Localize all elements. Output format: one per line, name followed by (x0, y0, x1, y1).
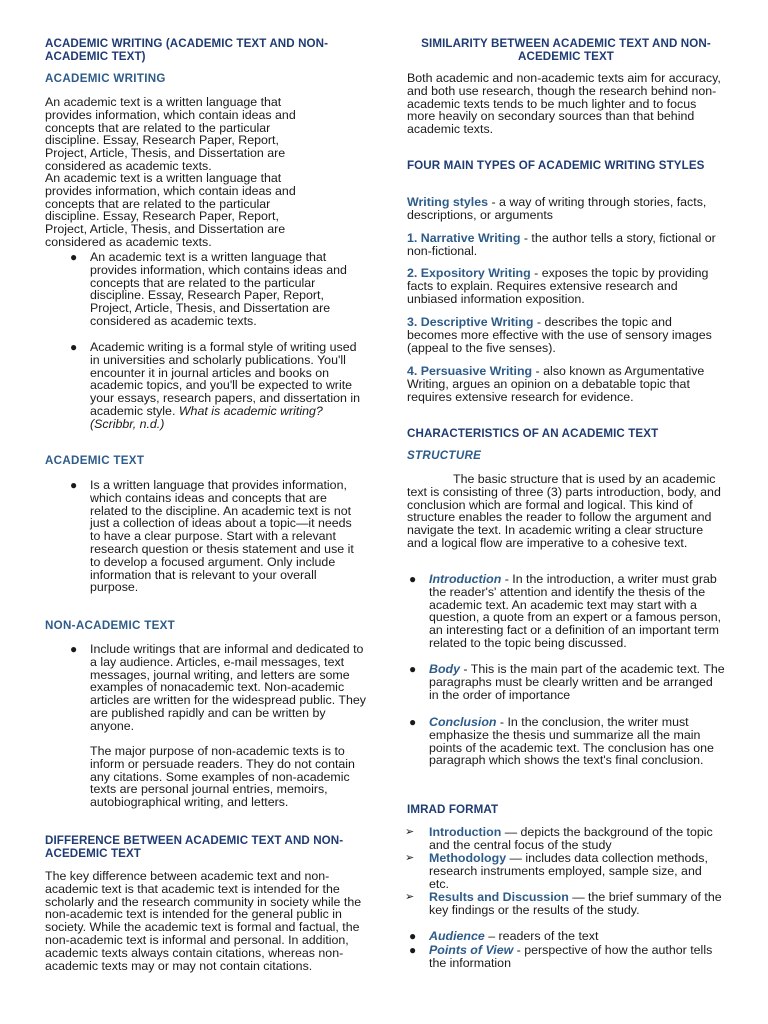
bullet-icon: ● (409, 662, 417, 676)
similarity-heading: SIMILARITY BETWEEN ACADEMIC TEXT AND NON-ACEDEMIC TEXT (421, 37, 711, 63)
list-item (409, 929, 725, 943)
part-term: Body (429, 662, 460, 676)
bullet-icon: ● (409, 943, 417, 957)
list-item (405, 825, 725, 852)
imrad-text: — includes data collection methods, research instruments employed, sample size, and etc. (429, 851, 708, 891)
part-text: - In the introduction, a writer must grab the reader's' attention and identify the thesis of the academic text. An academic text may start with a question, a quote from an expert or a famous person, an interesting fact or a definition of an important term related to the topic being discussed. (429, 572, 722, 650)
list-item (407, 267, 723, 305)
list-item (70, 478, 364, 595)
part-term: Introduction (429, 572, 502, 586)
bullet-icon: ● (70, 478, 78, 492)
non-academic-text-heading: NON-ACADEMIC TEXT (45, 619, 176, 632)
style-text: - also known as Argumentative Writing, argues an opinion on a debatable topic that requires extensive research for evidence. (407, 364, 705, 404)
style-term: 2. Expository Writing (407, 266, 531, 280)
writing-styles-heading: FOUR MAIN TYPES OF ACADEMIC WRITING STYLES (407, 159, 705, 172)
bullet-icon: ● (70, 250, 78, 264)
list-item (70, 250, 362, 328)
list-item (407, 232, 723, 258)
difference-heading: DIFFERENCE BETWEEN ACADEMIC TEXT AND NON-ACEDEMIC TEXT (45, 834, 344, 860)
extra-text: - perspective of how the author tells the information (429, 943, 713, 970)
style-text: - describes the topic and becomes more effective with the use of sensory images (appeal to the five senses). (407, 315, 712, 355)
structure-para: The basic structure that is used by an academic text is consisting of three (3) parts introduction, body, and conclusion which are formal and logical. This kind of structure enables the reader to follow the argument and navigate the text. In academic writing a clear structure and a logical flow are imperative to a cohesive text. (407, 472, 721, 550)
arrow-bullet-icon: ➢ (405, 852, 415, 864)
academic-writing-para-1: An academic text is a written language that provides information, which contain ideas and concepts that are related to the particular discipline. Essay, Research Paper, Report, Project, Article, Thesis, and Dissertation are considered as academic texts. (45, 95, 296, 173)
part-text: - In the conclusion, the writer must emphasize the thesis und summarize all the main points of the academic text. The conclusion has one paragraph which shows the text's final conclusion. (429, 715, 714, 768)
list-item (409, 662, 725, 702)
similarity-para: Both academic and non-academic texts aim for accuracy, and both use research, though the research behind non-academic texts tends to be much lighter and to focus more heavily on secondary sources than that behind academic texts. (407, 71, 721, 137)
list-item (407, 316, 723, 354)
imrad-term: Results and Discussion (429, 890, 569, 904)
extra-text: – readers of the text (484, 929, 599, 943)
non-academic-continuation: The major purpose of non-academic texts is to inform or persuade readers. They do not contain any citations. Some examples of non-academic texts are personal journal entries, memoirs, autobiographical writing, and letters. (90, 744, 355, 810)
academic-writing-heading: ACADEMIC WRITING (45, 72, 166, 85)
list-item (405, 851, 725, 891)
definition-text: - a way of writing through stories, facts, descriptions, or arguments (407, 195, 707, 222)
style-term: 1. Narrative Writing (407, 231, 521, 245)
imrad-term: Methodology (429, 851, 507, 865)
academic-writing-para-2: An academic text is a written language that provides information, which contain ideas and concepts that are related to the particular discipline. Essay, Research Paper, Report, Project, Article, Thesis, and Dissertation are considered as academic texts. (45, 171, 296, 249)
imrad-text: — the brief summary of the key findings or the results of the study. (429, 890, 722, 917)
citation: What is academic writing? (Scribbr, n.d.) (90, 403, 323, 431)
extra-term: Audience (429, 929, 485, 943)
part-term: Conclusion (429, 715, 497, 729)
structure-heading: STRUCTURE (407, 449, 482, 462)
bullet-icon: ● (409, 929, 417, 943)
style-term: 4. Persuasive Writing (407, 364, 533, 378)
difference-para: The key difference between academic text and non-academic text is that academic text is intended for the scholarly and the research community in society while the non-academic text is intended for the general public in society. While the academic text is formal and factual, the non-academic text is informal and personal. In addition, academic texts always contain citations, whereas non-academic texts may or may not contain citations. (45, 869, 362, 973)
list-item (70, 340, 364, 431)
list-item (70, 642, 366, 733)
list-item (409, 715, 725, 768)
part-text: - This is the main part of the academic text. The paragraphs must be clearly written and be arranged in the order of importance (429, 662, 725, 702)
list-item (409, 572, 725, 650)
bullet-icon: ● (70, 340, 78, 354)
list-item-text: Include writings that are informal and dedicated to a lay audience. Articles, e-mail messages, text messages, journal writing, and letters are some examples of nonacademic text. Non-academic articles are written for the widespread public. They are published rapidly and can be written by anyone. (90, 642, 366, 733)
bullet-icon: ● (70, 642, 78, 656)
list-item (407, 365, 723, 403)
definition-term: Writing styles (407, 195, 489, 209)
characteristics-heading: CHARACTERISTICS OF AN ACADEMIC TEXT (407, 427, 659, 440)
list-item-text: Academic writing is a formal style of writing used in universities and scholarly publications. You'll encounter it in journal articles and books on academic topics, and you'll be expected to write your essays, research papers, and dissertation in academic style. (90, 340, 360, 418)
document-title: ACADEMIC WRITING (ACADEMIC TEXT AND NON-ACADEMIC TEXT) (45, 37, 329, 63)
arrow-bullet-icon: ➢ (405, 826, 415, 838)
list-item-text: Is a written language that provides information, which contains ideas and concepts that are related to the discipline. An academic text is not just a collection of ideas about a topic—it needs to have a clear purpose. Start with a relevant research question or thesis statement and use it to develop a focused argument. Only include information that is relevant to your overall purpose. (90, 478, 354, 595)
bullet-icon: ● (409, 715, 417, 729)
list-item (409, 943, 725, 970)
arrow-bullet-icon: ➢ (405, 891, 415, 903)
style-term: 3. Descriptive Writing (407, 315, 534, 329)
academic-text-heading: ACADEMIC TEXT (45, 454, 145, 467)
imrad-text: — depicts the background of the topic and the central focus of the study (429, 825, 713, 852)
bullet-icon: ● (409, 572, 417, 586)
style-text: - exposes the topic by providing facts to explain. Requires extensive research and unbiased information exposition. (407, 266, 709, 306)
imrad-heading: IMRAD FORMAT (407, 803, 499, 816)
imrad-term: Introduction (429, 825, 502, 839)
list-item (405, 890, 725, 917)
style-text: - the author tells a story, fictional or non-fictional. (407, 231, 716, 258)
extra-term: Points of View (429, 943, 514, 957)
list-item-text: An academic text is a written language that provides information, which contains ideas and concepts that are related to the particular discipline. Essay, Research Paper, Report, Project, Article, Thesis, and Dissertation are considered as academic texts. (90, 250, 347, 328)
writing-styles-definition (407, 196, 723, 222)
